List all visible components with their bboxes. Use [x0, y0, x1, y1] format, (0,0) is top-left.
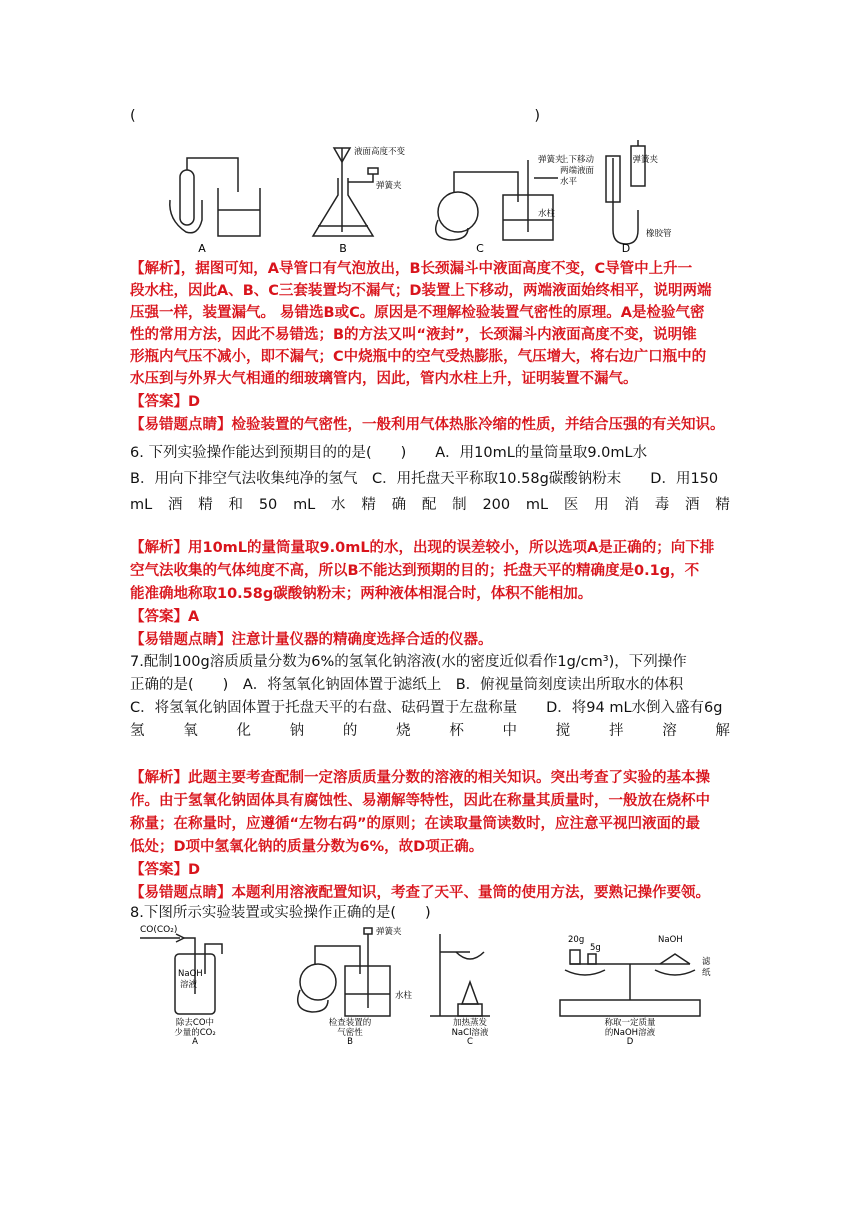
- q6-word: 和: [228, 497, 244, 513]
- q8-apparatus-figure: [140, 924, 730, 1047]
- q7-word: 杯: [449, 723, 464, 739]
- q7-answer: 【答案】D: [130, 862, 201, 878]
- q6-word: 精: [198, 497, 213, 513]
- d-note-line-3: 水平: [560, 177, 578, 187]
- d-filter-paper-icon: [660, 954, 690, 964]
- d-note-line-2: 两端液面: [560, 166, 595, 176]
- q6-word: 200: [482, 497, 511, 513]
- fig-label-d: D: [621, 242, 631, 255]
- q7-word: 中: [502, 723, 518, 739]
- b-side-tube: [348, 174, 373, 182]
- q6-word: 配: [421, 497, 437, 513]
- c-caption-2: NaCl溶液: [451, 1028, 489, 1038]
- q7-analysis-line-1: 【解析】此题主要考查配制一定溶质质量分数的溶液的相关知识。突出考查了实验的基本操: [130, 770, 710, 786]
- c-round-flask: [438, 192, 478, 232]
- d-paper-label-2: 纸: [702, 968, 711, 978]
- a-test-tube: [180, 170, 194, 225]
- q6-word: 消: [624, 497, 639, 513]
- a-caption-1: 除去CO中: [175, 1018, 215, 1028]
- d-paper-label-1: 滤: [702, 957, 711, 967]
- fig-label-c: C: [476, 242, 484, 255]
- q6-word: 用: [594, 497, 609, 513]
- q5-analysis-line-1: 【解析】，据图可知，A导管口有气泡放出，B长颈漏斗中液面高度不变，C导管中上升一: [130, 261, 693, 277]
- q7-word: 化: [236, 723, 251, 739]
- a-label: A: [192, 1037, 198, 1047]
- q7-word: 的: [342, 723, 358, 739]
- q6-word: 酒: [685, 497, 700, 513]
- q7-analysis-line-4: 低处；D项中氢氧化钠的质量分数为6%，故D项正确。: [130, 839, 484, 855]
- b-hand-icon: [298, 990, 328, 1012]
- fig-label-b: B: [339, 242, 347, 255]
- d-weight-20g-label: 20g: [568, 935, 585, 945]
- q7-analysis-line-3: 称量；在称量时，应遵循“左物右码”的原则；在读取量筒读数时，应注意平视凹液面的最: [130, 816, 701, 832]
- c-caption-1: 加热蒸发: [452, 1018, 488, 1028]
- q7-stem-line-2: 正确的是( ) A．将氢氧化钠固体置于滤纸上 B．俯视量筒刻度读出所取水的体积: [130, 677, 684, 693]
- answer-parentheses: [130, 108, 540, 124]
- q7-stem-line-4: [130, 721, 730, 741]
- b-clip-icon: [368, 168, 378, 174]
- q7-word: 氢: [130, 723, 145, 739]
- d-right-column: [631, 146, 645, 186]
- fig-label-a: A: [198, 242, 206, 255]
- q6-word: 确: [391, 497, 407, 513]
- b-note-label: 液面高度不变: [354, 147, 406, 157]
- q5-analysis-line-6: 水压到与外界大气相通的细玻璃管内，因此，管内水柱上升，证明装置不漏气。: [130, 371, 638, 387]
- paren-close: ): [534, 108, 540, 124]
- b-flask: [313, 178, 373, 236]
- b-clip-label: 弹簧夹: [376, 927, 402, 937]
- q6-word: 制: [452, 497, 467, 513]
- d-right-pan: [655, 970, 695, 975]
- d-label: D: [626, 1037, 634, 1047]
- d-weight-5g-icon: [588, 954, 596, 964]
- q7-word: 溶: [662, 723, 677, 739]
- d-caption-1: 称取一定质量: [604, 1018, 656, 1028]
- a-outlet-tube: [205, 944, 222, 974]
- q6-answer: 【答案】A: [130, 609, 200, 625]
- q6-word: 毒: [654, 497, 670, 513]
- q5-answer: 【答案】D: [130, 394, 201, 410]
- q7-tip: 【易错题点睛】本题利用溶液配置知识，考查了天平、量筒的使用方法，要熟记操作要领。: [130, 885, 710, 901]
- c-alcohol-lamp: [458, 1004, 482, 1016]
- q6-stem-line-1: 6. 下列实验操作能达到预期目的的是( ) A．用10mL的量筒量取9.0mL水: [130, 445, 648, 461]
- b-caption-2: 气密性: [337, 1028, 363, 1038]
- q6-word: 医: [563, 497, 579, 513]
- q5-analysis-line-3: 压强一样，装置漏气。 易错选B或C。原因是不理解检验装置气密性的原理。A是检验气密: [130, 305, 705, 321]
- a-beaker: [218, 188, 260, 236]
- d-balance-base: [560, 1000, 700, 1016]
- d-tube-label: 橡胶管: [646, 229, 672, 239]
- q6-word: 精: [715, 497, 730, 513]
- b-clip-label: 弹簧夹: [376, 181, 402, 191]
- d-naoh-label: NaOH: [658, 935, 683, 945]
- c-label: C: [467, 1037, 473, 1047]
- q6-word: 50: [258, 497, 278, 513]
- q5-analysis-line-5: 形瓶内气压不减小，即不漏气；C中烧瓶中的空气受热膨胀，气压增大，将右边广口瓶中的: [130, 349, 707, 365]
- q7-word: 钠: [289, 723, 305, 739]
- q5-apparatus-figure: [168, 140, 672, 255]
- q6-word: mL: [130, 497, 153, 513]
- a-hand-icon: [170, 200, 202, 233]
- q6-word: 酒: [167, 497, 183, 513]
- a-caption-2: 少量的CO₂: [174, 1028, 216, 1038]
- q7-stem-line-3: C．将氢氧化钠固体置于托盘天平的右盘、砝码置于左盘称量 D．将94 mL水倒入盛有6g: [130, 700, 723, 716]
- d-u-tube: [613, 158, 638, 244]
- q6-word: 精: [361, 497, 376, 513]
- b-connect-tube: [315, 946, 360, 974]
- airtightness-apparatus-svg: [168, 140, 672, 255]
- a-naoh-label-2: 溶液: [180, 980, 198, 990]
- d-caption-2: 的NaOH溶液: [604, 1028, 656, 1038]
- q7-stem-line-1: 7.配制100g溶质质量分数为6%的氢氧化钠溶液(水的密度近似看作1g/cm³)，下列操作: [130, 654, 687, 670]
- q8-apparatus-svg: [140, 924, 730, 1047]
- b-label: B: [347, 1037, 353, 1047]
- c-evaporating-dish-icon: [456, 952, 484, 959]
- d-weight-5g-label: 5g: [590, 943, 601, 953]
- q6-stem-line-2: B．用向下排空气法收集纯净的氢气 C．用托盘天平称取10.58g碳酸钠粉末 D．用150: [130, 471, 719, 487]
- q6-analysis-line-3: 能准确地称取10.58g碳酸钠粉末；两种液体相混合时，体积不能相加。: [130, 586, 593, 602]
- q6-word: mL: [525, 497, 549, 513]
- a-gas-label: CO(CO₂): [140, 925, 178, 935]
- q6-stem-line-3: [130, 495, 730, 515]
- b-round-flask: [300, 964, 336, 1000]
- q5-tip: 【易错题点睛】检验装置的气密性，一般利用气体热胀冷缩的性质，并结合压强的有关知识。: [130, 417, 725, 433]
- q6-analysis-line-2: 空气法收集的气体纯度不高，所以B不能达到预期的目的；托盘天平的精确度是0.1g，不: [130, 563, 700, 579]
- b-caption-1: 检查装置的: [328, 1018, 372, 1028]
- d-note-line-1: 上下移动: [560, 155, 595, 165]
- d-weight-20g-icon: [570, 950, 580, 964]
- q7-analysis-line-2: 作。由于氢氧化钠固体具有腐蚀性、易潮解等特性，因此在称量其质量时，一般放在烧杯中: [130, 793, 710, 809]
- q7-word: 拌: [608, 723, 624, 739]
- q6-tip: 【易错题点睛】注意计量仪器的精确度选择合适的仪器。: [130, 632, 493, 648]
- q6-word: mL: [293, 497, 316, 513]
- q6-word: 水: [331, 497, 346, 513]
- c-water-label: 水柱: [538, 209, 556, 219]
- c-connect-tube: [454, 172, 518, 202]
- d-left-pan: [565, 970, 605, 975]
- q6-analysis-line-1: 【解析】用10mL的量筒量取9.0mL的水，出现的误差较小，所以选项A是正确的；向下排: [130, 540, 715, 556]
- q7-word: 搅: [555, 723, 571, 739]
- q7-word: 氧: [183, 723, 198, 739]
- q5-analysis-line-2: 段水柱，因此A、B、C三套装置均不漏气；D装置上下移动，两端液面始终相平，说明两端: [130, 283, 712, 299]
- q5-analysis-line-4: 性的常用方法，因此不易错选；B的方法又叫“液封”，长颈漏斗内液面高度不变，说明锥: [130, 327, 697, 343]
- q7-word: 解: [715, 723, 730, 739]
- a-naoh-label-1: NaOH: [178, 969, 203, 979]
- c-alcohol-lamp-flame-icon: [462, 982, 478, 1004]
- d-clip-label: 弹簧夹: [632, 155, 658, 165]
- c-clip-label: 弹簧夹: [538, 155, 564, 165]
- b-water-label: 水柱: [395, 991, 413, 1001]
- paren-open: (: [130, 108, 136, 124]
- q8-stem: 8.下图所示实验装置或实验操作正确的是( ): [130, 905, 431, 921]
- b-clip-icon: [364, 928, 372, 934]
- q7-word: 烧: [396, 723, 411, 739]
